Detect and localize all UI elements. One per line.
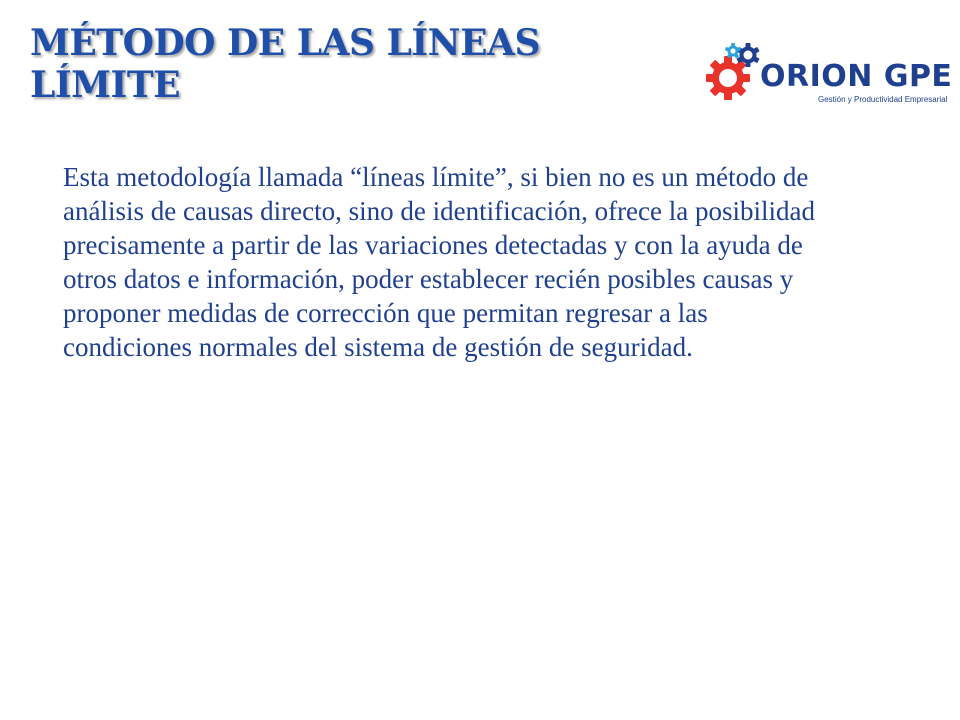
title-line-1: MÉTODO DE LAS LÍNEAS [30, 22, 540, 64]
logo-tagline: Gestión y Productividad Empresarial [818, 95, 948, 104]
gears-icon [700, 42, 762, 104]
title-line-2: LÍMITE [30, 64, 181, 106]
logo-wordmark: ORION GPE [760, 59, 953, 94]
body-paragraph: Esta metodología llamada “líneas límite”, si bien no es un método de análisis de causas directo, sino de identificación, ofrece la posibilidad precisamente a partir de las variaciones detectadas y con la ayuda de otros datos e información, poder establecer recién posibles causas y proponer medidas de corrección que permitan regresar a las condiciones normales del sistema de gestión de seguridad. [63, 162, 815, 362]
company-logo [700, 42, 953, 122]
slide-title [30, 22, 650, 106]
